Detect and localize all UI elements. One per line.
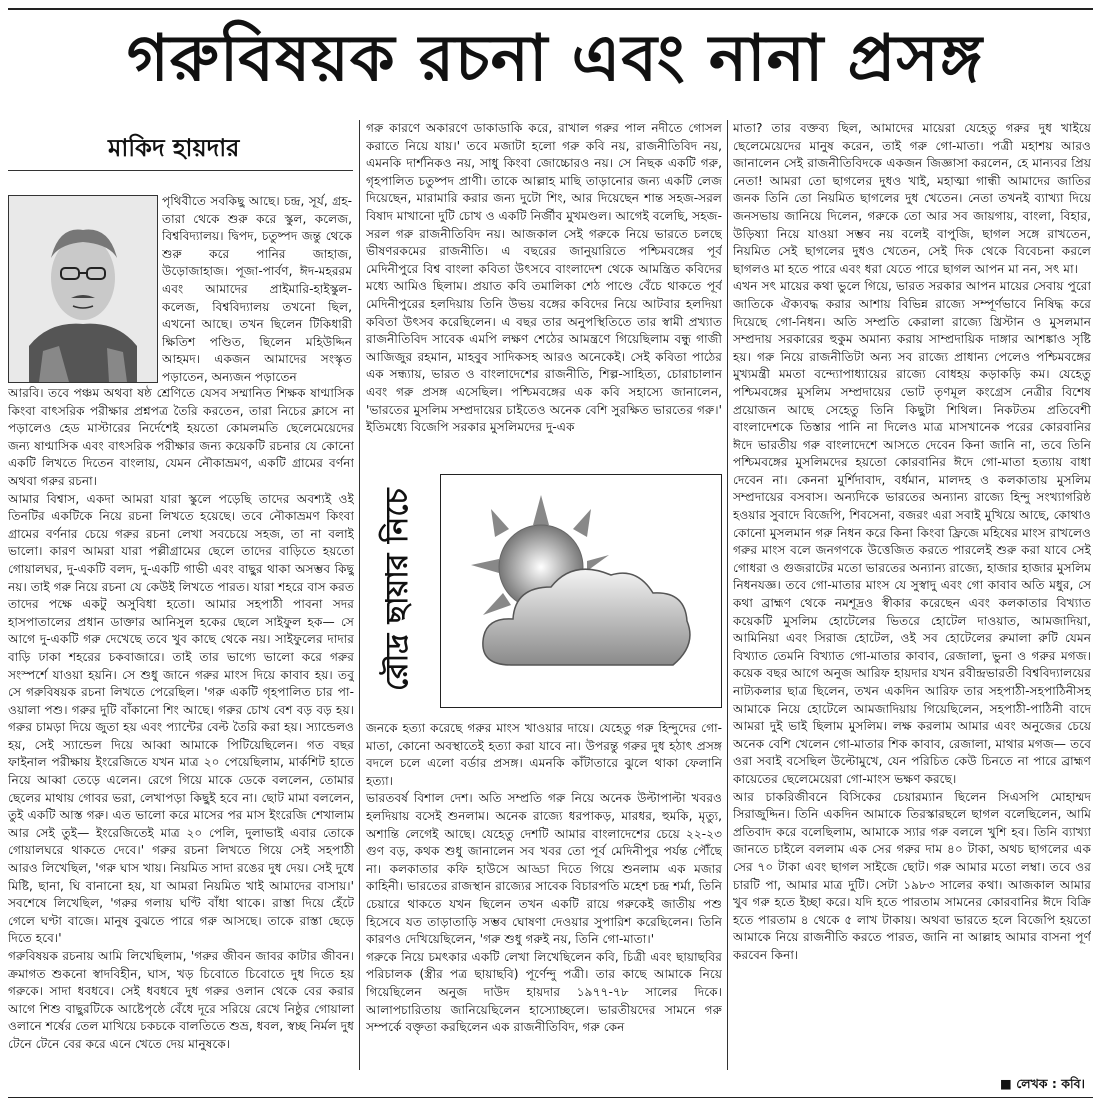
top-rule bbox=[8, 8, 1093, 10]
column-2-bottom bbox=[366, 720, 722, 1070]
author-portrait-image bbox=[9, 196, 157, 382]
paragraph: গরু কারণে অকারণে ডাকাডাকি করে, রাখাল গরুর পাল নদীতে গোসল করাতে নিয়ে যায়।' তবে মজাটা হলো গরু কবি নয়, রাজনীতিবিদ নয়, এমনকি দার্শনিকও নয়, সাধু কিংবা জোচ্চোরও নয়। সে নিছক একটি গরু, গৃহপালিত চতুষ্পদ প্রাণী। তাকে আল্লাহ মাছি তাড়ানোর জন্য একটি লেজ দিয়েছেন, মারামারি করার জন্য দুটো শিং, আর দিয়েছেন শান্ত সহজ-সরল বিষাদ মাখানো দুটি চোখ ও একটি নির্জীব মুখমণ্ডল। আগেই বলেছি, সহজ-সরল গরু রাজনীতিবিদ নয়। আজকাল সেই গরুকে নিয়ে ভারতে চলছে ভীষণরকমের রাজনীতি। এ বছরের জানুয়ারিতে পশ্চিমবঙ্গের পূর্ব মেদিনীপুরে বিশ্ব বাংলা কবিতা উৎসবে বাংলাদেশ থেকে আমন্ত্রিত কবিদের মধ্যে আমিও ছিলাম। প্রয়াত কবি তমালিকা শেঠ পাণ্ডে বেঁচে থাকতে পূর্ব মেদিনীপুরের হলদিয়ায় তিনি উভয় বঙ্গের কবিদের নিয়ে আটবার হলদিয়া কবিতা উৎসব করেছিলেন। এ বছর তার অনুপস্থিতিতে তার স্বামী প্রখ্যাত রাজনীতিবিদ সাবেক এমপি লক্ষণ শেঠের আমন্ত্রণে গিয়েছিলাম বন্ধু গাজী আজিজুর রহমান, মাহবুব সাদিকসহ আরও অনেকেই। সেই কবিতা পাঠের এক সন্ধ্যায়, ভারত ও বাংলাদেশের রাজনীতি, শিল্প-সাহিত্য, চোরাচালান এবং গরু প্রসঙ্গ এসেছিল। পশ্চিমবঙ্গের এক কবি সহাস্যে জানালেন, 'ভারতের মুসলিম সম্প্রদায়ের চাইতেও অনেক বেশি সুরক্ষিত ভারতের গরু।' ইতিমধ্যে বিজেপি সরকার মুসলিমদের দু-এক bbox=[366, 121, 722, 435]
paragraph: জনকে হত্যা করেছে গরুর মাংস খাওয়ার দায়ে। যেহেতু গরু হিন্দুদের গো-মাতা, কোনো অবস্থাতেই হত্যা করা যাবে না। উপরন্তু গরুর দুধ হঠাৎ প্রসঙ্গ বদলে চলে এলো বর্ডার প্রসঙ্গ। এমনকি কাঁটাতারে ঝুলে থাকা ফেলানি হত্যা। bbox=[366, 721, 722, 788]
author-byline: ■ লেখক : কবি। bbox=[1000, 1076, 1085, 1091]
paragraph: গরুবিষয়ক রচনায় আমি লিখেছিলাম, 'গরুর জীবন জাবর কাটার জীবন। ক্রমাগত শুকনো স্বাদবিহীন, ঘাস, খড় চিবোতে চিবোতে দুধ দিতে হয় গরুকে। সাদা ধবধবে। সেই ধবধবে দুধ গরুর ওলান থেকে বের করার আগে শিশু বাছুরটিকে আষ্টেপৃষ্ঠে বেঁধে দূরে সরিয়ে রেখে নিষ্ঠুর গোয়ালা ওলানে শর্ষের তেল মাখিয়ে চকচকে বালতিতে শুভ্র, ধবল, স্বচ্ছ নির্মল দুধ টেনে টেনে বের করে এনে খেতে দেয় মানুষকে। bbox=[8, 949, 354, 1051]
weather-box bbox=[440, 474, 722, 708]
paragraph: আরবি। তবে পঞ্চম অথবা ষষ্ঠ শ্রেণিতে যেসব সম্মানিত শিক্ষক ষাণ্মাসিক কিংবা বাৎসরিক পরীক্ষার প্রশ্নপত্র তৈরি করতেন, তারা নিচের ক্লাসে না পড়ালেও হেড মাস্টারের নির্দেশেই হয়তো কোমলমতি ছেলেমেয়েদের জন্য ষাণ্মাসিক এবং বাৎসরিক পরীক্ষার জন্য কয়েকটি রচনার যে কোনো একটি লিখতে দিতেন বাংলায়, যেমন নৌকাভ্রমণ, একটি গ্রামের বর্ণনা অথবা গরুর রচনা। bbox=[8, 386, 354, 488]
bottom-rule bbox=[8, 1097, 1093, 1098]
weather-label: রৌদ্র ছায়ার নিচে bbox=[380, 488, 415, 692]
paragraph: গরুকে নিয়ে চমৎকার একটি লেখা লিখেছিলেন কবি, চিত্রী এবং ছায়াছবির পরিচালক (স্ত্রীর পত্র ছায়াছবি) পূর্ণেন্দু পত্রী। তার কাছে আমাকে নিয়ে গিয়েছিলেন অনুজ দাউদ হায়দার ১৯৭৭-৭৮ সালের দিকে। আলাপচারিতায় জানিয়েছিলেন হাস্যোচ্ছলে। ভারতীয়দের সামনে গরু সম্পর্কে বক্তৃতা করছিলেন এক রাজনীতিবিদ, গরু কেন bbox=[366, 949, 722, 1035]
column-3 bbox=[733, 120, 1091, 1072]
author-name: মাকিদ হায়দার bbox=[108, 134, 240, 162]
paragraph: ভারতবর্ষ বিশাল দেশ। অতি সম্প্রতি গরু নিয়ে অনেক উল্টাপাল্টা খবরও হলদিয়ায় বসেই শুনলাম। অনেক রাজ্যে ধরপাকড়, মারধর, হুমকি, মৃত্যু, অশান্তি লেগেই আছে। যেহেতু দেশটি আমার বাংলাদেশের চেয়ে ২২-২৩ গুণ বড়, কথক শুধু জানালেন সব খবর তো পূর্ব মেদিনীপুর পর্যন্ত পৌঁছে না। কলকাতার কফি হাউসে আড্ডা দিতে গিয়ে শুনলাম এক মজার কাহিনী। ভারতের রাজস্থান রাজ্যের সাবেক বিচারপতি মহেশ চন্দ্র শর্মা, তিনি চেয়ারে থাকতে যখন ছিলেন তখন একটি রায়ে গরুকেই জাতীয় পশু হিসেবে যত তাড়াতাড়ি সম্ভব ঘোষণা দেওয়ার সুপারিশ করেছিলেন। তিনি কারণও দেখিয়েছিলেন, 'গরু শুধু গরুই নয়, তিনি গো-মাতা।' bbox=[366, 791, 722, 947]
paragraph: পৃথিবীতে সবকিছু আছে। চন্দ্র, সূর্য, গ্রহ-তারা থেকে শুরু করে স্কুল, কলেজ, বিশ্ববিদ্যালয়। দ্বিপদ, চতুষ্পদ জন্তু থেকে শুরু করে পানির জাহাজ, উড়োজাহাজ। পূজা-পার্বণ, ঈদ-মহররম এবং আমাদের প্রাইমারি-হাইস্কুল-কলেজ, বিশ্ববিদ্যালয় তখনো ছিল, এখনো আছে। তখন ছিলেন টিকিধারী ক্ষিতিশ পণ্ডিত, ছিলেন মহিউদ্দিন আহমদ। একজন আমাদের সংস্কৃত পড়াতেন, অন্যজন পড়াতেন bbox=[162, 194, 352, 384]
column-divider bbox=[359, 120, 360, 1070]
column-2-top bbox=[366, 120, 722, 472]
paragraph: এখন সৎ মায়ের কথা ভুলে গিয়ে, ভারত সরকার আপন মায়ের সেবায় পুরো জাতিকে ঐক্যবদ্ধ করার আশায় বিভিন্ন রাজ্যে সম্পূর্ণভাবে নিষিদ্ধ করে দিয়েছে গো-নিধন। অতি সম্প্রতি কেরালা রাজ্যে খ্রিস্টান ও মুসলমান সম্প্রদায় সরকারের হুকুম অমান্য করায় সাম্প্রদায়িক দাঙ্গার আশঙ্কাও সৃষ্টি হয়। গরু নিয়ে রাজনীতিটা অন্য সব রাজ্যে প্রাধান্য পেলেও পশ্চিমবঙ্গের মুখ্যমন্ত্রী মমতা বন্দ্যোপাধ্যায়ের রাজ্যে বোধহয় কড়াকড়ি কম। যেহেতু পশ্চিমবঙ্গের মুসলিম সম্প্রদায়ের ভোট তৃণমূল কংগ্রেস নেত্রীর বিশেষ প্রয়োজন আছে সেহেতু তিনি কিছুটা শিথিল। নিকটতম প্রতিবেশী বাংলাদেশকে তিস্তার পানি না দিলেও মাত্র মাসখানেক পরের কোরবানির ঈদে ভারতীয় গরু বাংলাদেশে আসতে দেবেন কিনা জানি না, তবে তিনি পশ্চিমবঙ্গের মুসলিমদের হয়তো কোরবানির ঈদে গো-মাতা হত্যায় বাধা দেবেন না। কেননা মুর্শিদাবাদ, বর্ধমান, মালদহ ও কলকাতায় মুসলিম সম্প্রদায়ের বসবাস। অন্যদিকে ভারতের অন্যান্য রাজ্যে হিন্দু সংখ্যাগরিষ্ঠ হওয়ার সুবাদে বিজেপি, শিবসেনা, বজরং এরা সবাই মুখিয়ে আছে, কোথাও কোনো মুসলমান গরু নিধন করে কিনা কিংবা ফ্রিজে মহিষের মাংস রাখলেও গরুর মাংস বলে জনগণকে উত্তেজিত করতে পারলেই শুরু করা যাবে সেই গোধরা ও গুজরাটের মতো ভারতের অন্যান্য রাজ্যে, হাজার হাজার মুসলিম নিধনযজ্ঞ। তবে গো-মাতার মাংস যে সুস্বাদু এবং গো কাবাব অতি মধুর, সে কথা ব্রাহ্মণ থেকে নমশূদ্রও স্বীকার করেছেন এবং কলকাতার বিখ্যাত কয়েকটি মুসলিম হোটেলের ভিতরে হোটেল দাওয়াত, আমজাদিয়া, আমিনিয়া এবং সিরাজ হোটেল, ওই সব হোটেলের রুমালা রুটি যেমন বিখ্যাত তেমনি বিখ্যাত গো-মাতার কাবাব, রেজালা, ভুনা ও গরুর মগজ। কয়েক বছর আগে অনুজ আরিফ হায়দার যখন রবীন্দ্রভারতী বিশ্ববিদ্যালয়ের নাট্যকলার ছাত্র ছিলেন, তখন একদিন আরিফ তার সহপাঠী-সহপাঠিনীসহ আমাকে নিয়ে হোটেলে আমজাদিয়ায় গিয়েছিলেন, সহপাঠী-পাঠিনী বাদে আমরা দুই ভাই ছিলাম মুসলিম। লক্ষ করলাম আমার এবং অনুজের চেয়ে অনেক বেশি খেলেন গো-মাতার শিক কাবাব, রেজালা, মাথার মগজ— তবে ওরা সবাই বসেছিল উল্টোমুখে, যেন পরিচিত কেউ চিনতে না পারে ব্রাহ্মণ কায়েতের ছেলেমেয়েরা গো-মাংস ভক্ষণ করছে। bbox=[733, 279, 1091, 786]
author-photo bbox=[8, 195, 158, 383]
sun-cloud-icon bbox=[441, 475, 721, 707]
paragraph: মাতা? তার বক্তব্য ছিল, আমাদের মায়েরা যেহেতু গরুর দুধ খাইয়ে ছেলেমেয়েদের মানুষ করেন, তাই গরু গো-মাতা। পত্রী মহাশয় আরও জানালেন সেই রাজনীতিবিদকে একজন জিজ্ঞাসা করলেন, হে মান্যবর প্রিয় নেতা! আমরা তো ছাগলের দুধও খাই, মহাত্মা গান্ধী আমাদের জাতির জনক তিনি তো নিয়মিত ছাগলের দুধ খেতেন। নেতা তখনই ব্যাখ্যা দিয়ে জনসভায় জানিয়ে দিলেন, গরুকে তো আর সব জায়গায়, বাংলা, বিহার, উড়িষ্যা নিয়ে যাওয়া সম্ভব নয় বলেই বাপুজি, ছাগল সঙ্গে রাখতেন, নিয়মিত সেই ছাগলের দুধও খেতেন, সেই দিক থেকে বিবেচনা করলে ছাগলও মা হতে পারে এবং ধরা যেতে পারে ছাগল আপন মা নন, সৎ মা। bbox=[733, 121, 1091, 276]
paragraph: আর চাকরিজীবনে বিসিকের চেয়ারম্যান ছিলেন সিএসপি মোহাম্মদ সিরাজুদ্দিন। তিনি একদিন আমাকে তিরস্কারছলে ছাগল বলেছিলেন, আমি প্রতিবাদ করে বলেছিলাম, আমাকে স্যার গরু বললে খুশি হব। তিনি ব্যাখ্যা জানতে চাইলে বললাম এক সের গরুর দাম ৪০ টাকা, অথচ ছাগলের এক সের ৭০ টাকা এবং ছাগল সাইজে ছোট। গরু আমার মতো লম্বা। তবে ওর চারটি পা, আমার মাত্র দুটি। সেটা ১৯৮৩ সালের কথা। আজকাল আমার খুব গরু হতে ইচ্ছা করে। যদি হতে পারতাম সামনের কোরবানির ঈদে বিক্রি হতে পারতাম ৪ থেকে ৫ লাখ টাকায়। অথবা ভারতে হলে বিজেপি হয়তো আমাকে নিয়ে রাজনীতি করতে পারত, জানি না আল্লাহ আমার বাসনা পূর্ণ করবেন কিনা। bbox=[733, 789, 1091, 962]
column-1 bbox=[8, 385, 354, 1070]
column-1-beside-photo bbox=[162, 193, 352, 385]
author-rule bbox=[8, 170, 353, 171]
column-divider bbox=[727, 120, 728, 1070]
article-title: গরুবিষয়ক রচনা এবং নানা প্রসঙ্গ bbox=[126, 22, 984, 96]
paragraph: আমার বিশ্বাস, একদা আমরা যারা স্কুলে পড়েছি তাদের অবশ্যই ওই তিনটির একটিকে নিয়ে রচনা লিখতে হয়েছে। তবে নৌকাভ্রমণ কিংবা গ্রামের বর্ণনার চেয়ে গরুর রচনা লেখা সবচেয়ে সহজ, তা না বলাই ভালো। কারণ আমরা যারা পল্লীগ্রামের ছেলে তাদের বাড়িতে হয়তো গোয়ালঘর, দু-একটি বলদ, দু-একটি গাভী এবং বাছুর থাকা অসম্ভব কিছু নয়। তাই গরু নিয়ে রচনা যে কেউই লিখতে পারত। যারা শহরে বাস করত তাদের পক্ষে একটু অসুবিধা হতো। আমার সহপাঠী পাবনা সদর হাসপাতালের প্রধান ডাক্তার আনিসুল হকের ছেলে সাইফুল হক— সে আগে দু-একটি গরু দেখেছে তবে খুব কাছে থেকে নয়। সাইফুলের দাদার বাড়ি ঢাকা শহরের চকবাজারে। তাই তার ভাগ্যে ভালো করে গরুর সংস্পর্শে যাওয়া হয়নি। সে শুধু জানে গরুর মাংস দিয়ে কাবাব হয়। তবু সে গরুবিষয়ক রচনা লিখতে পেরেছিল। 'গরু একটি গৃহপালিত চার পা-ওয়ালা পশু। গরুর দুটি বাঁকানো শিং আছে। গরুর চোখ বেশ বড় বড় হয়। গরুর চামড়া দিয়ে জুতা হয় এবং প্যান্টের বেল্ট তৈরি করা হয়। স্যান্ডেলও হয়, সেই স্যান্ডেল দিয়ে আব্বা আমাকে পিটিয়েছিলেন। গত বছর ফাইনাল পরীক্ষায় ইংরেজিতে যখন মাত্র ২০ পেয়েছিলাম, মার্কশিট হাতে নিয়ে আব্বা তেড়ে এলেন। রেগে গিয়ে মাকে ডেকে বললেন, তোমার ছেলের মাথায় গোবর ভরা, লেখাপড়া কিছুই হবে না। ছোট মামা বললেন, তুই একটি আস্ত গরু। এত ভালো করে মাসের পর মাস ইংরেজি শেখালাম আর সেই তুই— ইংরেজিতেই মাত্র ২০ পেলি, দুলাভাই এবার তোকে গোয়ালঘরে থাকতে দেবে।' গরুর রচনা লিখতে গিয়ে সেই সহপাঠী আরও লিখেছিল, 'গরু ঘাস খায়। নিয়মিত সাদা রঙের দুধ দেয়। সেই দুধে মিষ্টি, ছানা, ঘি বানানো হয়, যা আমরা নিয়মিত খাই আমাদের বাসায়।' সবশেষে লিখেছিল, 'গরুর গলায় ঘণ্টি বাঁধা থাকে। রাস্তা দিয়ে হেঁটে গেলে ঘণ্টা বাজে। মানুষ বুঝতে পারে গরু আসছে। তাকে রাস্তা ছেড়ে দিতে হবে।' bbox=[8, 491, 354, 946]
